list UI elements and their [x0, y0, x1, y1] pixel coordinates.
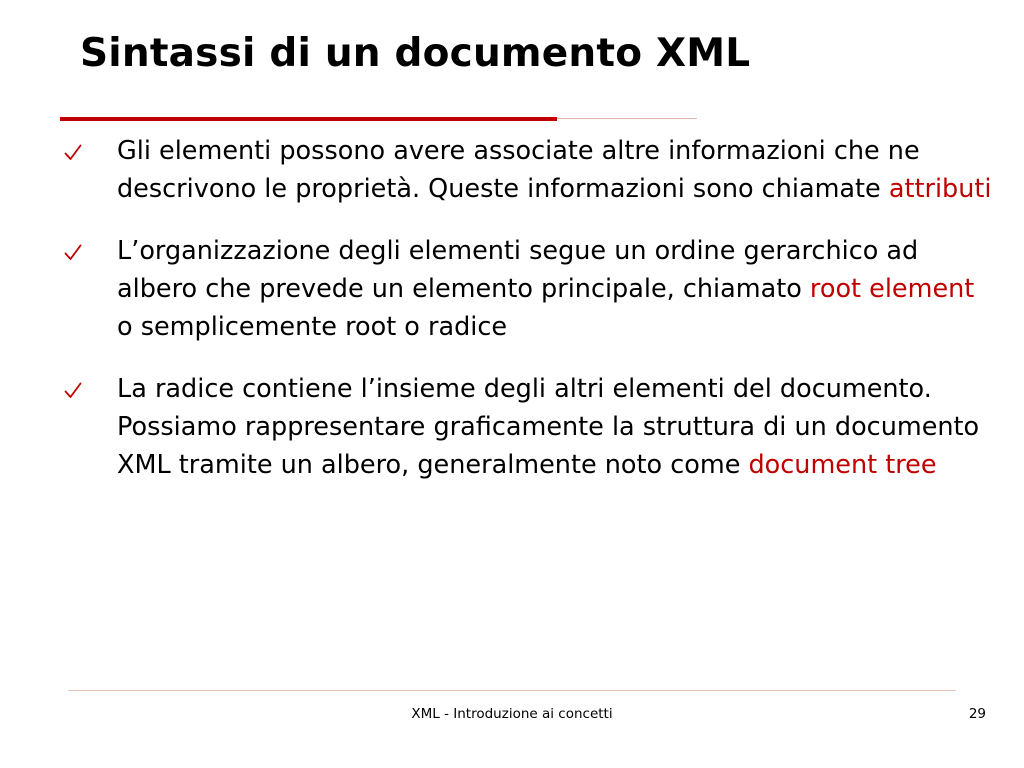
- bullet-highlight: attributi: [888, 174, 992, 204]
- bullet-text: L’organizzazione degli elementi segue un ordine gerarchico ad albero che prevede un elemento principale, chiamato: [117, 236, 919, 304]
- bullet-highlight: root element: [809, 274, 975, 304]
- bullet-text: La radice contiene l’insieme degli altri elementi del documento. Possiamo rappresentare graficamente la struttura di un documento XML tramite un albero, generalmente noto come: [117, 374, 980, 480]
- bullet-item: [58, 370, 998, 484]
- footer-divider: [68, 690, 956, 691]
- checkmark-icon: [64, 370, 86, 408]
- title-underline-accent: [60, 117, 557, 121]
- bullet-item: [58, 232, 998, 346]
- bullet-item: [58, 132, 998, 208]
- checkmark-icon: [64, 132, 86, 170]
- checkmark-icon: [64, 232, 86, 270]
- bullet-text-after: o semplicemente root o radice: [117, 312, 508, 342]
- slide-title: Sintassi di un documento XML: [80, 31, 751, 76]
- page-number: 29: [968, 706, 986, 722]
- bullet-highlight: document tree: [748, 450, 937, 480]
- bullet-list: [58, 132, 998, 508]
- title-underline-thin: [557, 118, 697, 119]
- bullet-text: Gli elementi possono avere associate altre informazioni che ne descrivono le proprietà. Queste informazioni sono chiamate: [117, 136, 920, 204]
- footer-text: XML - Introduzione ai concetti: [411, 706, 613, 722]
